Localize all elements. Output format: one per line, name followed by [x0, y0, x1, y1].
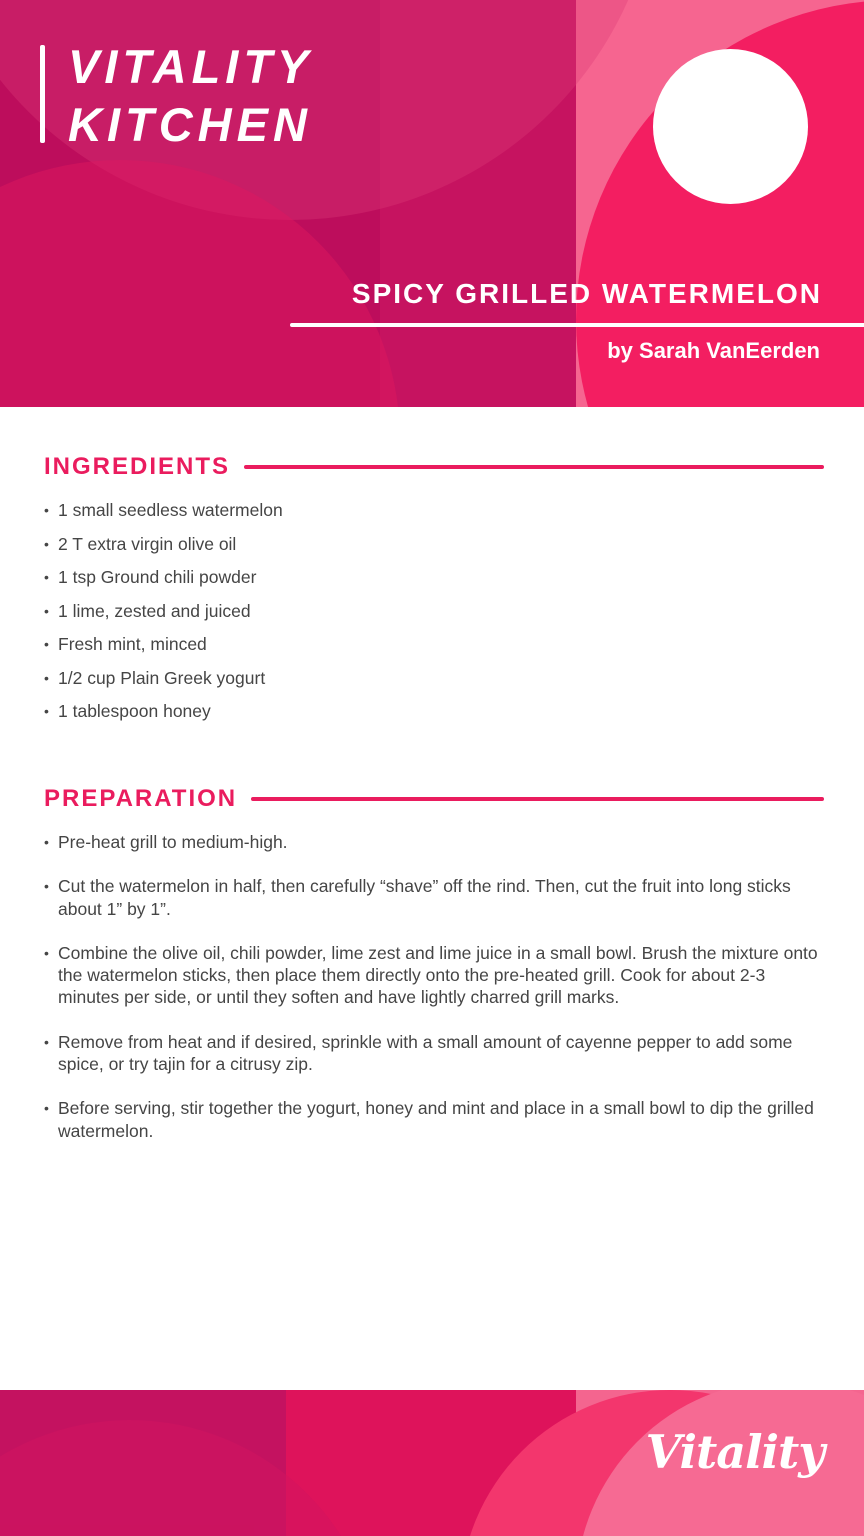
ingredient-item	[44, 600, 820, 622]
vitality-logo: Vitality	[645, 1425, 824, 1479]
preparation-step-text: Remove from heat and if desired, sprinkle with a small amount of cayenne pepper to add some spice, or try tajin for a citrusy zip.	[58, 1031, 793, 1075]
ingredient-text: 1 tablespoon honey	[58, 701, 211, 721]
brand-title-line-1: VITALITY	[68, 40, 314, 93]
bullet-icon: •	[44, 1100, 49, 1117]
preparation-title: PREPARATION	[44, 785, 238, 812]
bullet-icon: •	[44, 602, 49, 619]
bullet-icon: •	[44, 1033, 49, 1050]
preparation-step-text: Combine the olive oil, chili powder, lime zest and lime juice in a small bowl. Brush the mixture onto the watermelon sticks, then place them directly onto the pre-heated grill. Cook for about 2-3 minutes per side, or until they soften and have lightly charred grill marks.	[58, 942, 818, 1008]
ingredient-text: Fresh mint, minced	[58, 634, 207, 654]
ingredient-item	[44, 566, 820, 588]
preparation-step	[44, 1097, 820, 1142]
ingredients-heading	[44, 452, 824, 482]
footer-banner	[0, 1390, 864, 1536]
recipe-author: by Sarah VanEerden	[607, 338, 820, 363]
preparation-step	[44, 875, 820, 920]
ingredients-title: INGREDIENTS	[44, 453, 231, 480]
recipe-title: SPICY GRILLED WATERMELON	[351, 278, 822, 309]
ingredient-text: 1/2 cup Plain Greek yogurt	[58, 667, 266, 688]
preparation-steps	[44, 831, 820, 1164]
bullet-icon: •	[44, 703, 49, 719]
preparation-step	[44, 942, 820, 1009]
header-banner	[0, 0, 864, 407]
preparation-step-text: Cut the watermelon in half, then carefully “shave” off the rind. Then, cut the fruit into long sticks about 1” by 1”.	[58, 876, 791, 919]
preparation-divider	[251, 797, 824, 801]
bullet-icon: •	[44, 878, 49, 895]
preparation-step-text: Before serving, stir together the yogurt, honey and mint and place in a small bowl to dip the grilled watermelon.	[58, 1098, 814, 1141]
brand-title-line-2: KITCHEN	[68, 98, 312, 151]
bullet-icon: •	[44, 669, 49, 686]
bullet-icon: •	[44, 834, 49, 850]
ingredient-item	[44, 499, 820, 521]
header-white-circle	[653, 49, 808, 204]
ingredient-item	[44, 633, 820, 655]
brand-title	[68, 38, 313, 154]
preparation-heading	[44, 784, 824, 814]
ingredient-text: 1 tsp Ground chili powder	[58, 567, 257, 587]
ingredient-text: 2 T extra virgin olive oil	[58, 533, 237, 554]
bullet-icon: •	[44, 535, 49, 552]
ingredient-text: 1 small seedless watermelon	[58, 500, 283, 520]
bullet-icon: •	[44, 502, 49, 518]
ingredient-item	[44, 700, 820, 722]
ingredient-text: 1 lime, zested and juiced	[58, 600, 251, 621]
brand-accent-bar	[40, 45, 45, 143]
preparation-step-text: Pre-heat grill to medium-high.	[58, 832, 288, 852]
ingredients-list	[44, 499, 820, 734]
recipe-title-underline	[290, 323, 864, 327]
bullet-icon: •	[44, 944, 49, 961]
ingredients-divider	[244, 465, 824, 469]
ingredient-item	[44, 667, 820, 689]
bullet-icon: •	[44, 636, 49, 652]
preparation-step	[44, 1031, 820, 1076]
bullet-icon: •	[44, 569, 49, 585]
ingredient-item	[44, 533, 820, 555]
preparation-step	[44, 831, 820, 853]
